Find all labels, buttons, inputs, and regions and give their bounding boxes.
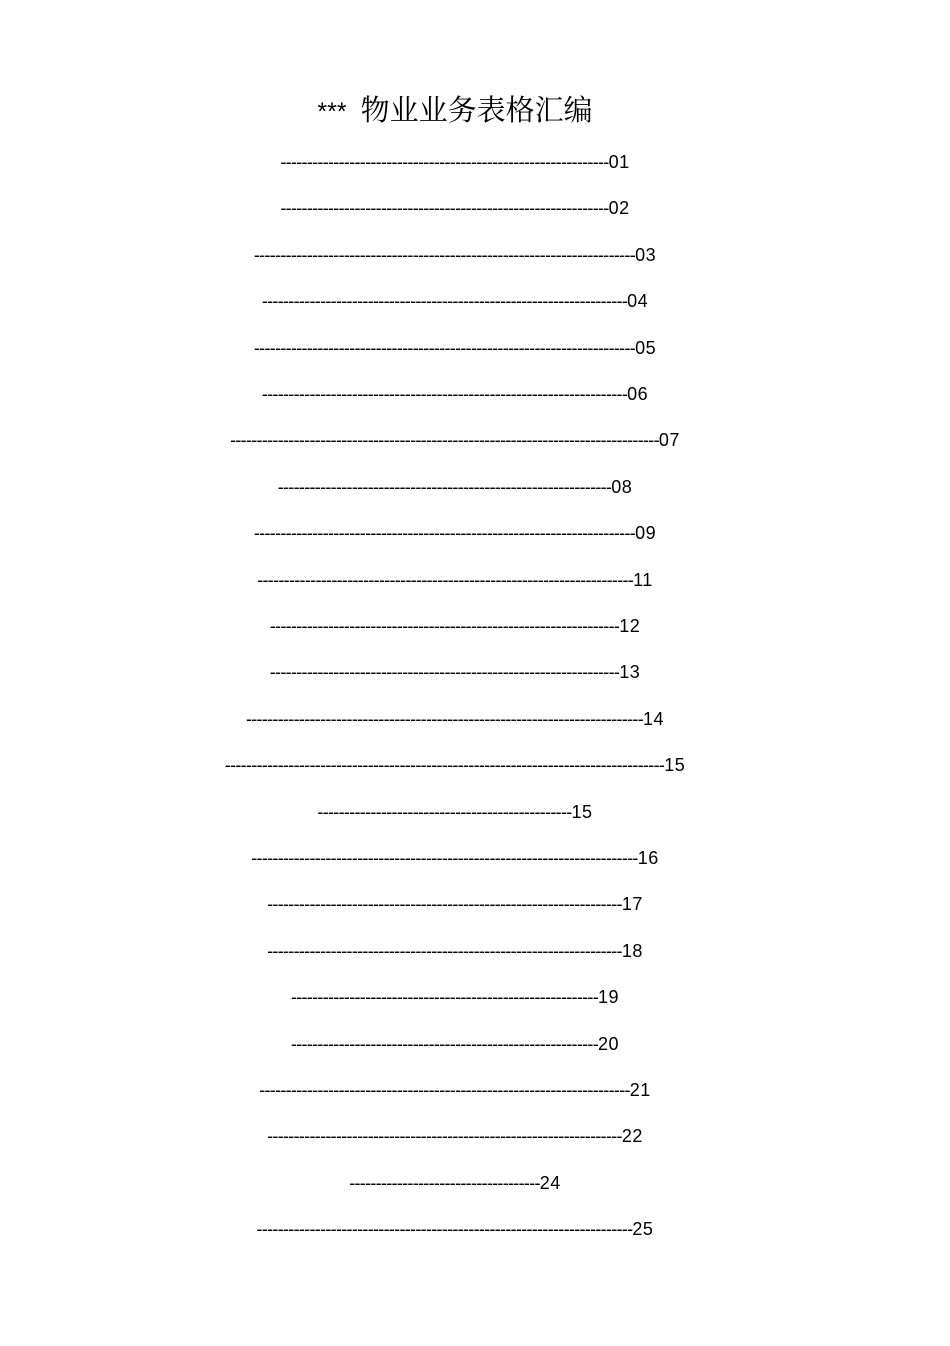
toc-leader-dashes: ------------------------------------------------ <box>317 802 572 822</box>
toc-page-number: 18 <box>621 941 643 961</box>
toc-page-number: 09 <box>635 523 657 543</box>
toc-page-number: 15 <box>571 802 593 822</box>
toc-entry[interactable] <box>0 661 910 683</box>
toc-page-number: 25 <box>632 1219 654 1239</box>
toc-leader-dashes: --------------------------------------------------------------------- <box>261 291 628 311</box>
toc-entry[interactable] <box>0 708 910 730</box>
toc-entry[interactable] <box>0 476 910 498</box>
toc-entry[interactable] <box>0 1125 910 1147</box>
toc-leader-dashes: ------------------------------------------------------------------- <box>267 1126 622 1146</box>
toc-page-number: 13 <box>619 662 641 682</box>
toc-page-number: 16 <box>637 848 659 868</box>
toc-entry[interactable] <box>0 151 910 173</box>
toc-leader-dashes: ------------------------------------------------------------------------- <box>251 848 638 868</box>
toc-page-number: 21 <box>629 1080 651 1100</box>
toc-entry[interactable] <box>0 615 910 637</box>
toc-entry[interactable] <box>0 569 910 591</box>
toc-entry[interactable] <box>0 1079 910 1101</box>
toc-leader-dashes: ---------------------------------------------------------- <box>290 1034 599 1054</box>
toc-leader-dashes: -------------------------------------------------------------- <box>280 198 609 218</box>
toc-leader-dashes: ------------------------------------ <box>349 1173 540 1193</box>
toc-page-number: 20 <box>598 1034 620 1054</box>
toc-entry[interactable] <box>0 522 910 544</box>
toc-page-number: 15 <box>664 755 686 775</box>
toc-leader-dashes: --------------------------------------------------------------- <box>277 477 612 497</box>
toc-leader-dashes: ----------------------------------------------------------------------- <box>256 1219 633 1239</box>
toc-leader-dashes: ---------------------------------------------------------------------- <box>259 1080 630 1100</box>
toc-entry[interactable] <box>0 1033 910 1055</box>
toc-entry[interactable] <box>0 290 910 312</box>
toc-entry[interactable] <box>0 754 910 776</box>
toc-entry[interactable] <box>0 801 910 823</box>
toc-page-number: 03 <box>635 245 657 265</box>
toc-leader-dashes: ----------------------------------------------------------------------------------- <box>224 755 665 775</box>
toc-leader-dashes: --------------------------------------------------------------------- <box>261 384 628 404</box>
toc-entry[interactable] <box>0 197 910 219</box>
toc-page-number: 24 <box>539 1173 561 1193</box>
toc-page-number: 05 <box>635 338 657 358</box>
toc-page-number: 12 <box>619 616 641 636</box>
toc-page-number: 04 <box>627 291 649 311</box>
toc-entry[interactable] <box>0 893 910 915</box>
toc-leader-dashes: ---------------------------------------------------------- <box>290 987 599 1007</box>
toc-page-number: 07 <box>658 430 680 450</box>
toc-leader-dashes: ------------------------------------------------------------------------ <box>253 523 636 543</box>
title-stars: *** <box>317 98 347 126</box>
toc-page-number: 06 <box>627 384 649 404</box>
toc-leader-dashes: ------------------------------------------------------------------ <box>269 616 620 636</box>
toc-page-number: 19 <box>598 987 620 1007</box>
toc-page-number: 08 <box>611 477 633 497</box>
toc-leader-dashes: -------------------------------------------------------------- <box>280 152 609 172</box>
toc-leader-dashes: ------------------------------------------------------------------- <box>267 894 622 914</box>
toc-leader-dashes: --------------------------------------------------------------------------- <box>245 709 644 729</box>
toc-entry[interactable] <box>0 244 910 266</box>
toc-leader-dashes: ------------------------------------------------------------------ <box>269 662 620 682</box>
toc-page-number: 01 <box>608 152 630 172</box>
toc-entry[interactable] <box>0 986 910 1008</box>
toc-page-number: 22 <box>621 1126 643 1146</box>
toc-leader-dashes: --------------------------------------------------------------------------------- <box>230 430 659 450</box>
toc-page-number: 14 <box>643 709 665 729</box>
toc-leader-dashes: ------------------------------------------------------------------------ <box>253 338 636 358</box>
toc-page-number: 17 <box>621 894 643 914</box>
toc-entry[interactable] <box>0 1218 910 1240</box>
toc-leader-dashes: ------------------------------------------------------------------------ <box>253 245 636 265</box>
toc-leader-dashes: ----------------------------------------------------------------------- <box>257 570 634 590</box>
toc-entry[interactable] <box>0 847 910 869</box>
toc-page-number: 02 <box>608 198 630 218</box>
toc-entry[interactable] <box>0 383 910 405</box>
toc-page-number: 11 <box>633 570 653 590</box>
toc-entry[interactable] <box>0 1172 910 1194</box>
toc-entry[interactable] <box>0 429 910 451</box>
toc-leader-dashes: ------------------------------------------------------------------- <box>267 941 622 961</box>
toc-entry[interactable] <box>0 337 910 359</box>
toc-entry[interactable] <box>0 940 910 962</box>
title-text: 物业业务表格汇编 <box>360 93 593 127</box>
